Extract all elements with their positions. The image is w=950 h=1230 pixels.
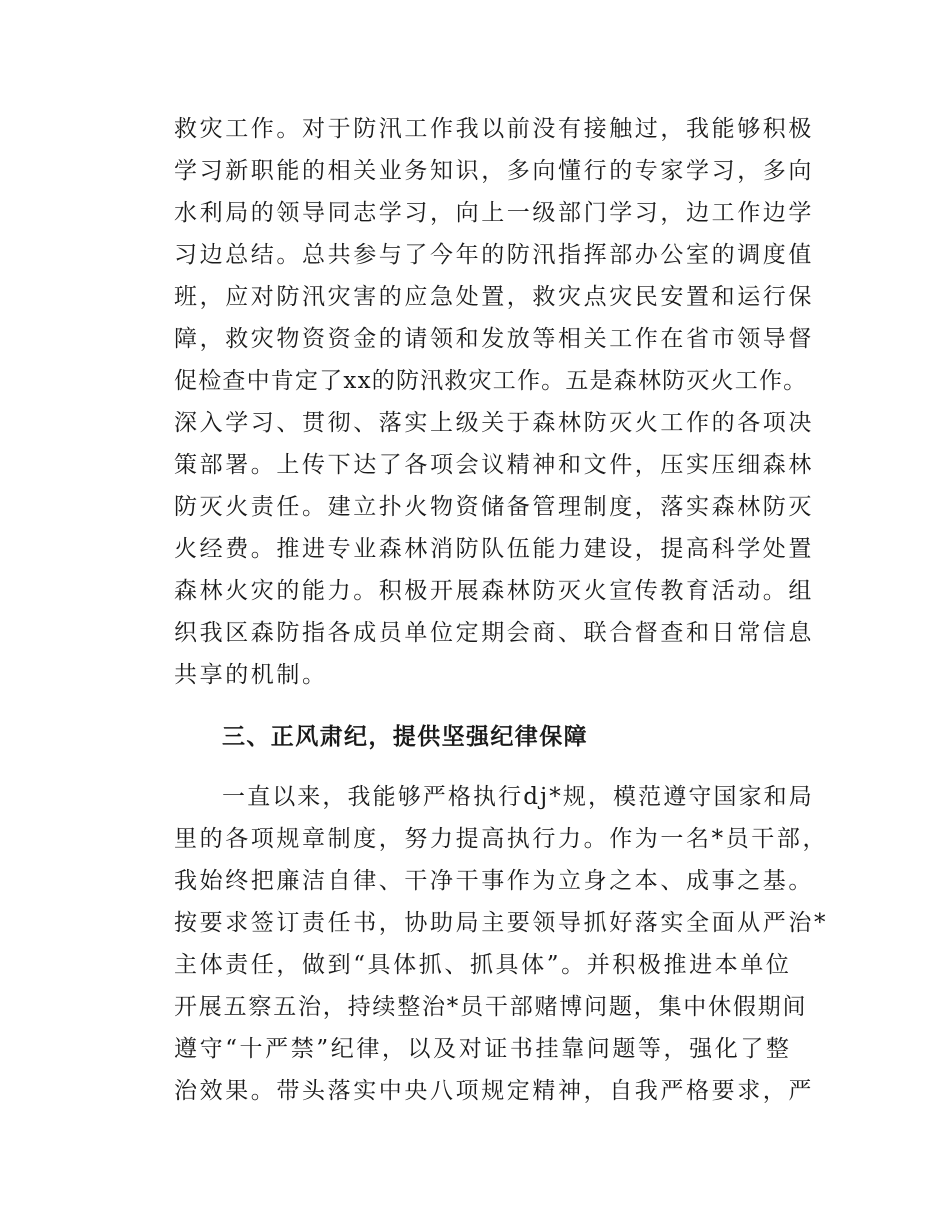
paragraph-line: 里的各项规章制度，努力提高执行力。作为一名*员干部，: [174, 826, 829, 852]
paragraph-line: 水利局的领导同志学习，向上一级部门学习，边工作边学: [174, 200, 814, 226]
paragraph-line: 共享的机制。: [174, 662, 328, 688]
paragraph-line: 织我区森防指各成员单位定期会商、联合督查和日常信息: [174, 620, 814, 646]
paragraph-line: 主体责任，做到“具体抓、抓具体”。并积极推进本单位: [174, 952, 792, 978]
paragraph-line: 深入学习、贯彻、落实上级关于森林防灭火工作的各项决: [174, 410, 814, 436]
paragraph-line: 遵守“十严禁”纪律，以及对证书挂靠问题等，强化了整: [174, 1036, 792, 1062]
paragraph-line: 一直以来，我能够严格执行dj*规，模范遵守国家和局: [222, 784, 814, 810]
paragraph-line: 我始终把廉洁自律、干净干事作为立身之本、成事之基。: [174, 868, 814, 894]
paragraph-line: 开展五察五治，持续整治*员干部赌博问题，集中休假期间: [174, 994, 808, 1020]
paragraph-line: 防灭火责任。建立扑火物资储备管理制度，落实森林防灭: [174, 494, 814, 520]
paragraph-line: 火经费。推进专业森林消防队伍能力建设，提高科学处置: [174, 536, 814, 562]
paragraph-line: 森林火灾的能力。积极开展森林防灭火宣传教育活动。组: [174, 578, 814, 604]
paragraph-line: 学习新职能的相关业务知识，多向懂行的专家学习，多向: [174, 158, 814, 184]
paragraph-line: 策部署。上传下达了各项会议精神和文件，压实压细森林: [174, 452, 814, 478]
paragraph-line: 班，应对防汛灾害的应急处置，救灾点灾民安置和运行保: [174, 284, 814, 310]
paragraph-line: 障，救灾物资资金的请领和发放等相关工作在省市领导督: [174, 326, 814, 352]
paragraph-line: 治效果。带头落实中央八项规定精神，自我严格要求，严: [174, 1078, 814, 1104]
paragraph-line: 促检查中肯定了xx的防汛救灾工作。五是森林防灭火工作。: [174, 368, 808, 394]
paragraph-line: 按要求签订责任书，协助局主要领导抓好落实全面从严治*: [174, 910, 829, 936]
paragraph-line: 习边总结。总共参与了今年的防汛指挥部办公室的调度值: [174, 242, 814, 268]
paragraph-line: 救灾工作。对于防汛工作我以前没有接触过，我能够积极: [174, 116, 814, 142]
section-heading: 三、正风肃纪，提供坚强纪律保障: [222, 724, 588, 750]
